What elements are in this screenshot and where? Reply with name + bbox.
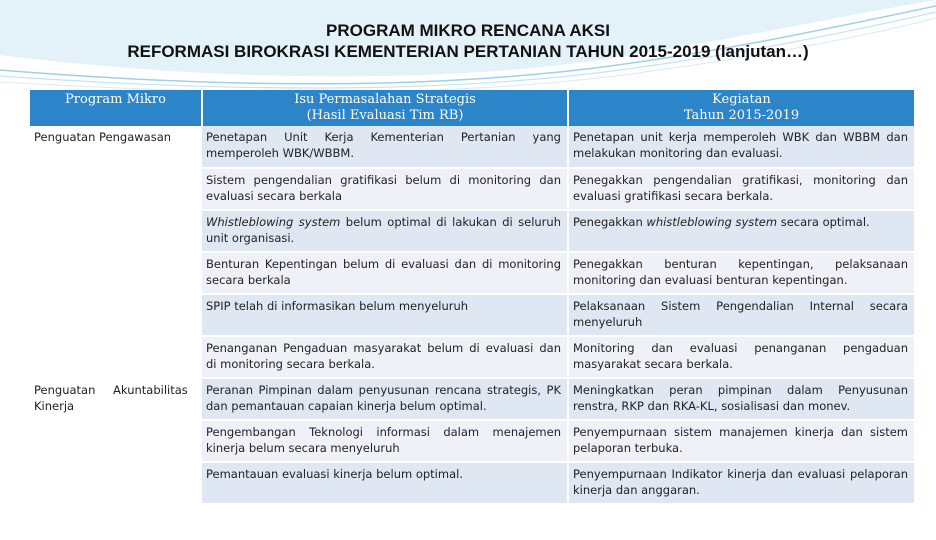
column-header-label: Program Mikro [65, 92, 166, 107]
column-header-label: Kegiatan [712, 92, 771, 107]
kegiatan-cell: Meningkatkan peran pimpinan dalam Penyusunan renstra, RKP dan RKA-KL, sosialisasi dan monev. [568, 378, 914, 420]
kegiatan-cell: Penegakkan pengendalian gratifikasi, monitoring dan evaluasi gratifikasi secara berkala. [568, 168, 914, 210]
kegiatan-cell: Pelaksanaan Sistem Pengendalian Internal secara menyeluruh [568, 294, 914, 336]
kegiatan-cell [568, 210, 914, 252]
isu-cell [202, 210, 568, 252]
kegiatan-text: secara optimal. [777, 215, 870, 229]
kegiatan-cell: Penyempurnaan sistem manajemen kinerja dan sistem pelaporan terbuka. [568, 420, 914, 462]
isu-cell: Pengembangan Teknologi informasi dalam menajemen kinerja belum secara menyeluruh [202, 420, 568, 462]
table-header-row [30, 90, 914, 126]
isu-cell: SPIP telah di informasikan belum menyeluruh [202, 294, 568, 336]
table-row [30, 378, 914, 420]
isu-italic-term: Whistleblowing system [206, 215, 341, 229]
kegiatan-cell: Penyempurnaan Indikator kinerja dan evaluasi pelaporan kinerja dan anggaran. [568, 462, 914, 504]
column-header-isu [202, 90, 568, 126]
column-header-sublabel: (Hasil Evaluasi Tim RB) [306, 108, 464, 123]
kegiatan-cell: Monitoring dan evaluasi penanganan pengaduan masyarakat secara berkala. [568, 336, 914, 378]
column-header-program-mikro [30, 90, 202, 126]
isu-cell: Benturan Kepentingan belum di evaluasi dan di monitoring secara berkala [202, 252, 568, 294]
title-line-2: REFORMASI BIROKRASI KEMENTERIAN PERTANIAN TAHUN 2015-2019 (lanjutan…) [127, 42, 809, 61]
isu-text: belum optimal di lakukan di seluruh unit organisasi. [206, 215, 561, 245]
column-header-label: Isu Permasalahan Strategis [294, 92, 476, 107]
program-cell: Penguatan Akuntabilitas Kinerja [30, 378, 202, 504]
isu-cell: Pemantauan evaluasi kinerja belum optimal. [202, 462, 568, 504]
table-row [30, 126, 914, 168]
kegiatan-cell: Penegakkan benturan kepentingan, pelaksanaan monitoring dan evaluasi benturan kepentingan. [568, 252, 914, 294]
kegiatan-text: Penegakkan [573, 215, 647, 229]
column-header-kegiatan [568, 90, 914, 126]
title-line-1: PROGRAM MIKRO RENCANA AKSI [326, 21, 610, 40]
page-title [0, 20, 936, 62]
column-header-sublabel: Tahun 2015-2019 [683, 108, 800, 123]
isu-cell: Penanganan Pengaduan masyarakat belum di evaluasi dan di monitoring secara berkala. [202, 336, 568, 378]
action-plan-table [30, 90, 914, 505]
isu-cell: Sistem pengendalian gratifikasi belum di monitoring dan evaluasi secara berkala [202, 168, 568, 210]
isu-cell: Peranan Pimpinan dalam penyusunan rencana strategis, PK dan pemantauan capaian kinerja belum optimal. [202, 378, 568, 420]
isu-cell: Penetapan Unit Kerja Kementerian Pertanian yang memperoleh WBK/WBBM. [202, 126, 568, 168]
program-cell: Penguatan Pengawasan [30, 126, 202, 378]
kegiatan-cell: Penetapan unit kerja memperoleh WBK dan WBBM dan melakukan monitoring dan evaluasi. [568, 126, 914, 168]
kegiatan-italic-term: whistleblowing system [646, 215, 778, 229]
